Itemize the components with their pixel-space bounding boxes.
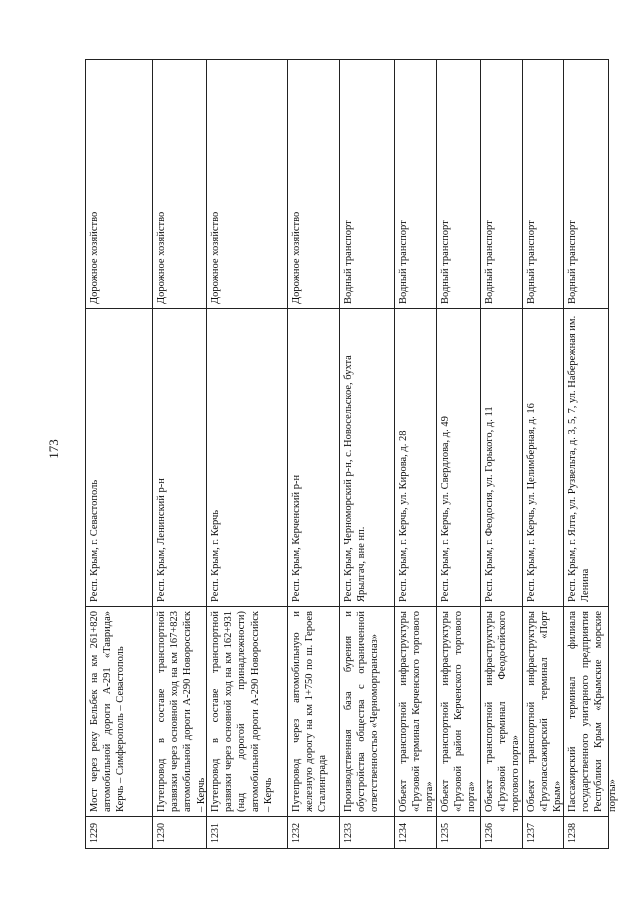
row-number: 1238 [567,823,578,843]
table-row [394,59,436,849]
table-row [563,59,618,849]
object-category: Водный транспорт [437,59,480,309]
table-row [206,59,287,849]
object-category: Водный транспорт [564,59,609,309]
object-name: Пассажирский терминал филиала государственного унитарного предприятия Республики Крым «Крымские морские порты» [564,607,609,817]
object-name: Путепровод в составе транспортной развязки через основной ход на км 162+931 (над дорогой принадлежности) автомобильной дороги А-290 Новороссийск – Керчь [207,607,287,817]
object-name: Объект транспортной инфраструктуры «Грузовой терминал Керченского торгового порта» [395,607,436,817]
table-row [152,59,206,849]
object-category: Дорожное хозяйство [288,59,339,309]
row-number: 1235 [440,823,451,843]
object-name: Объект транспортной инфраструктуры «Грузовой район Керченского торгового порта» [437,607,480,817]
table-row [339,59,394,849]
object-address: Респ. Крым, г. Керчь, ул. Свердлова, д. 49 [437,309,480,607]
object-address: Респ. Крым, г. Ялта, ул. Рузвельта, д. 3, 5, 7, ул. Набережная им. Ленина [564,309,609,607]
table-row [480,59,522,849]
row-number: 1233 [343,823,354,843]
document-table-container [85,59,618,849]
row-number: 1232 [291,823,302,843]
object-name: Производственная база бурения и обустройства общества с ограниченной ответственностью «Черноморгрансназ» [340,607,394,817]
object-address: Респ. Крым, г. Керчь, ул. Целимберная, д. 16 [523,309,563,607]
object-name: Объект транспортной инфраструктуры «Грузопассажирский терминал «Порт Крым» [523,607,563,817]
table-row [85,59,152,849]
object-category: Водный транспорт [395,59,436,309]
row-number: 1234 [398,823,409,843]
object-name: Объект транспортной инфраструктуры «Грузовой терминал Феодосийского торгового порта» [481,607,522,817]
object-name: Мост через реку Бельбек на км 261+820 автомобильной дороги А-291 «Таврида» Керчь – Симферополь – Севастополь [86,607,152,817]
object-category: Водный транспорт [523,59,563,309]
object-address: Респ. Крым, Черноморский р-н, с. Новосельское, бухта Ярылгач, вне нп. [340,309,394,607]
row-number: 1236 [484,823,495,843]
row-number: 1229 [89,823,100,843]
page-number: 173 [46,439,61,459]
object-name: Путепровод в составе транспортной развязки через основной ход на км 167+823 автомобильной дороги А-290 Новороссийск – Керчь [153,607,206,817]
row-number: 1231 [210,823,221,843]
object-category: Дорожное хозяйство [207,59,287,309]
object-category: Дорожное хозяйство [86,59,152,309]
object-category: Водный транспорт [481,59,522,309]
object-category: Дорожное хозяйство [153,59,206,309]
object-address: Респ. Крым, г. Севастополь [86,309,152,607]
row-number: 1237 [526,823,537,843]
object-address: Респ. Крым, г. Феодосия, ул. Горького, д. 11 [481,309,522,607]
object-address: Респ. Крым, г. Керчь [207,309,287,607]
object-name: Путепровод через автомобильную и железную дорогу на км 1+750 по ш. Героев Сталинграда [288,607,339,817]
object-category: Водный транспорт [340,59,394,309]
object-address: Респ. Крым, Ленинский р-н [153,309,206,607]
document-table [85,59,618,849]
row-number: 1230 [156,823,167,843]
table-row [287,59,339,849]
object-address: Респ. Крым, Керченский р-н [288,309,339,607]
object-address: Респ. Крым, г. Керчь, ул. Кирова, д. 28 [395,309,436,607]
table-row [522,59,563,849]
table-row [436,59,480,849]
